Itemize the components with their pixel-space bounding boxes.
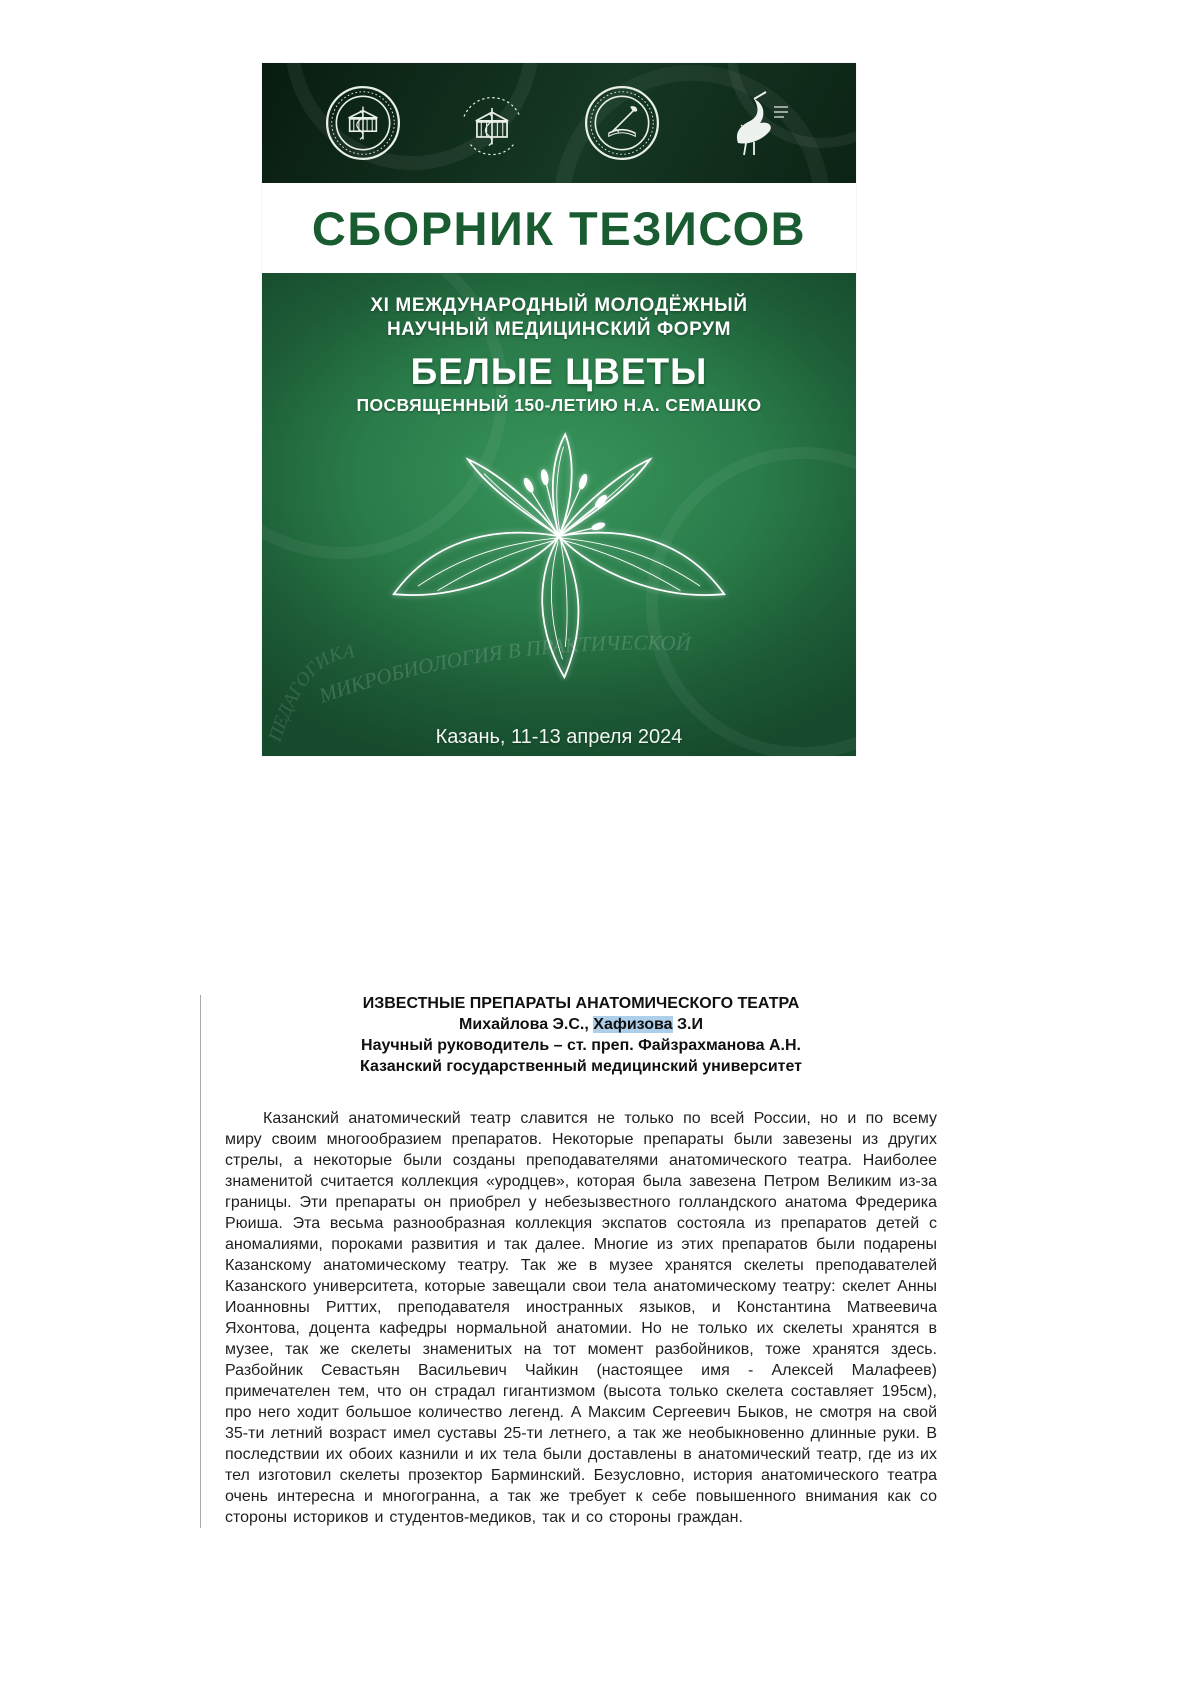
logos-band: [262, 63, 856, 183]
abstract-body-text: Казанский анатомический театр славится не только по всей России, но и по всему миру своим многообразием препаратов. Некоторые препараты были завезены из других стрелы, а некоторые были созданы преподавателями анатомического театра. Наиболее знаменитой считается коллекция «уродцев», которая была завезена Петром Великим из-за границы. Эти препараты он приобрел у небезызвестного голландского анатома Фредерика Рюиша. Эта весьма разнообразная коллекция экспатов состояла из препаратов детей с аномалиями, пороками развития и так далее. Многие из этих препаратов были подарены Казанскому анатомическому театру. Так же в музее хранятся скелеты преподавателей Казанского университета, которые завещали свои тела анатомическому театру: скелет Анны Иоанновны Риттих, преподавателя иностранных языков, и Константина Матвеевича Яхонтова, доцента кафедры нормальной анатомии. Но не только их скелеты хранятся в музее, так же скелеты знаменитых на тот момент разбойников, тоже хранятся здесь. Разбойник Севастьян Васильевич Чайкин (настоящее имя - Алексей Малафеев) примечателен тем, что он страдал гигантизмом (высота только скелета составляет 195см), про него ходит большое количество легенд. А Максим Сергеевич Быков, не смотря на свой 35-ти летний возраст имел суставы 25-ти летнего, а так же необыкновенно длинные руки. В последствии их обоих казнили и их тела были доставлены в анатомический театр, где из их тел изготовил скелеты прозектор Барминский. Безусловно, история анатомического театра очень интересна и многогранна, а так же требует к себе повышенного внимания как со стороны историков и студентов-медиков, так и со стороны граждан.: [225, 1110, 937, 1526]
event-name: БЕЛЫЕ ЦВЕТЫ: [410, 351, 708, 392]
lily-flower-illustration: [339, 420, 779, 688]
location-date: Казань, 11-13 апреля 2024: [435, 726, 683, 748]
highlighted-author: Хафизова: [593, 1016, 673, 1033]
cover-title: СБОРНИК ТЕЗИСОВ: [311, 201, 807, 255]
abstract-authors: [225, 1014, 937, 1035]
abstract-university: Казанский государственный медицинский университет: [359, 1058, 803, 1075]
abstract-section: [225, 993, 937, 1528]
student-scientific-society-icon: [581, 82, 663, 164]
cover-titlebar: [262, 183, 856, 273]
dedication-line: ПОСВЯЩЕННЫЙ 150-ЛЕТИЮ Н.А. СЕМАШКО: [356, 395, 762, 415]
svg-text:МИКРОБИОЛОГИЯ В ПРАКТИЧЕСКОЙ: МИКРОБИОЛОГИЯ В ПРАКТИЧЕСКОЙ: [315, 630, 692, 708]
university-seal-icon: [322, 82, 404, 164]
young-scientists-council-icon: [449, 80, 535, 166]
authors-prefix: Михайлова Э.С.,: [459, 1016, 594, 1033]
conference-cover: [262, 63, 856, 756]
svg-text:ПЕДАГОГИКА: ПЕДАГОГИКА: [264, 641, 356, 745]
authors-suffix: З.И: [672, 1016, 703, 1033]
stork-with-snake-icon: [708, 79, 796, 167]
abstract-supervisor: Научный руководитель – ст. преп. Файзрахманова А.Н.: [361, 1037, 801, 1054]
cover-body: [262, 273, 856, 756]
forum-title-line1: XI МЕЖДУНАРОДНЫЙ МОЛОДЁЖНЫЙ: [370, 295, 748, 316]
abstract-title: ИЗВЕСТНЫЕ ПРЕПАРАТЫ АНАТОМИЧЕСКОГО ТЕАТРА: [362, 995, 800, 1012]
forum-title-line2: НАУЧНЫЙ МЕДИЦИНСКИЙ ФОРУМ: [386, 319, 732, 340]
margin-change-bar: [200, 995, 201, 1528]
